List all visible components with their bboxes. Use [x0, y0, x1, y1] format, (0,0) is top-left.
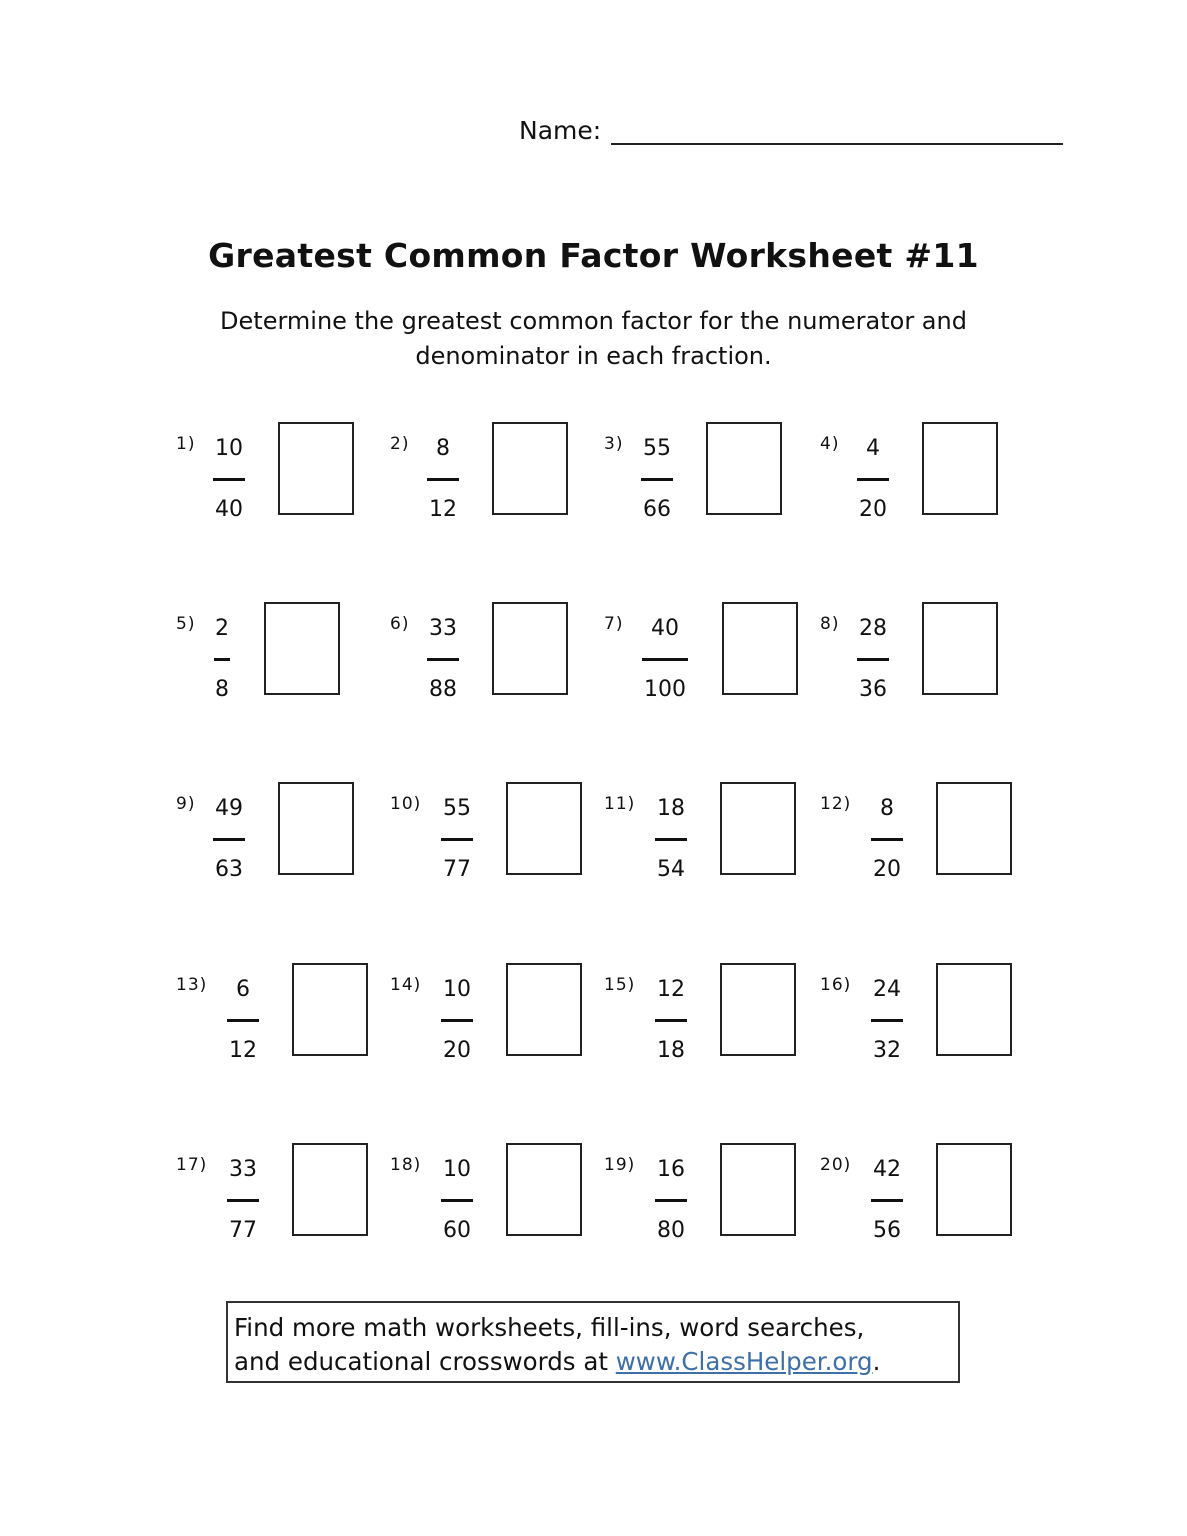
numerator: 2: [215, 616, 229, 641]
fraction: [870, 1155, 904, 1245]
numerator: 33: [429, 616, 457, 641]
denominator: 40: [215, 497, 243, 522]
fraction-bar: [871, 1199, 903, 1202]
problem-number: 2): [390, 434, 410, 454]
answer-box[interactable]: [278, 422, 354, 515]
denominator: 77: [443, 857, 471, 882]
denominator: 12: [429, 497, 457, 522]
fraction: [856, 434, 890, 524]
denominator: 80: [657, 1218, 685, 1243]
fraction: [440, 794, 474, 884]
fraction: [426, 434, 460, 524]
numerator: 49: [215, 796, 243, 821]
fraction-bar: [213, 838, 245, 841]
fraction: [426, 614, 460, 704]
denominator: 63: [215, 857, 243, 882]
numerator: 10: [215, 436, 243, 461]
denominator: 32: [873, 1038, 901, 1063]
fraction-bar: [441, 1199, 473, 1202]
answer-box[interactable]: [722, 602, 798, 695]
fraction-bar: [871, 1019, 903, 1022]
fraction: [212, 434, 246, 524]
footer-promo-box: [226, 1301, 960, 1383]
denominator: 88: [429, 677, 457, 702]
numerator: 10: [443, 1157, 471, 1182]
problem-number: 15): [604, 975, 636, 995]
fraction: [440, 1155, 474, 1245]
name-field: [519, 116, 1063, 145]
fraction-bar: [213, 478, 245, 481]
fraction-bar: [227, 1199, 259, 1202]
fraction: [856, 614, 890, 704]
name-label: Name:: [519, 116, 602, 145]
name-blank-line[interactable]: [611, 117, 1063, 145]
numerator: 33: [229, 1157, 257, 1182]
answer-box[interactable]: [706, 422, 782, 515]
footer-line-1: Find more math worksheets, fill-ins, word searches,: [234, 1313, 865, 1342]
denominator: 12: [229, 1038, 257, 1063]
answer-box[interactable]: [922, 602, 998, 695]
answer-box[interactable]: [720, 782, 796, 875]
fraction: [440, 975, 474, 1065]
fraction-bar: [441, 1019, 473, 1022]
problem-number: 11): [604, 794, 636, 814]
fraction-bar: [227, 1019, 259, 1022]
answer-box[interactable]: [278, 782, 354, 875]
answer-box[interactable]: [922, 422, 998, 515]
answer-box[interactable]: [936, 963, 1012, 1056]
denominator: 20: [873, 857, 901, 882]
numerator: 8: [436, 436, 450, 461]
fraction-bar: [655, 1019, 687, 1022]
answer-box[interactable]: [292, 963, 368, 1056]
numerator: 28: [859, 616, 887, 641]
denominator: 36: [859, 677, 887, 702]
problem-number: 18): [390, 1155, 422, 1175]
denominator: 20: [859, 497, 887, 522]
answer-box[interactable]: [506, 1143, 582, 1236]
fraction: [870, 794, 904, 884]
answer-box[interactable]: [506, 963, 582, 1056]
numerator: 6: [236, 977, 250, 1002]
denominator: 100: [644, 677, 686, 702]
footer-line-2-text: and educational crosswords at: [234, 1347, 616, 1376]
numerator: 42: [873, 1157, 901, 1182]
fraction: [226, 975, 260, 1065]
numerator: 55: [443, 796, 471, 821]
footer-period: .: [872, 1347, 881, 1376]
problem-number: 16): [820, 975, 852, 995]
fraction-bar: [655, 1199, 687, 1202]
fraction-bar: [427, 478, 459, 481]
fraction-bar: [642, 658, 688, 661]
numerator: 8: [880, 796, 894, 821]
denominator: 77: [229, 1218, 257, 1243]
numerator: 10: [443, 977, 471, 1002]
denominator: 56: [873, 1218, 901, 1243]
fraction-bar: [857, 478, 889, 481]
fraction: [640, 614, 690, 704]
numerator: 12: [657, 977, 685, 1002]
fraction: [212, 794, 246, 884]
fraction: [654, 794, 688, 884]
problem-number: 6): [390, 614, 410, 634]
fraction: [870, 975, 904, 1065]
denominator: 54: [657, 857, 685, 882]
answer-box[interactable]: [936, 782, 1012, 875]
denominator: 66: [643, 497, 671, 522]
problem-number: 8): [820, 614, 840, 634]
fraction-bar: [641, 478, 673, 481]
problem-number: 13): [176, 975, 208, 995]
fraction: [654, 1155, 688, 1245]
problem-number: 17): [176, 1155, 208, 1175]
denominator: 8: [215, 677, 229, 702]
answer-box[interactable]: [492, 422, 568, 515]
classhelper-link[interactable]: www.ClassHelper.org: [615, 1347, 873, 1376]
fraction: [226, 1155, 260, 1245]
problem-number: 19): [604, 1155, 636, 1175]
numerator: 40: [651, 616, 679, 641]
numerator: 4: [866, 436, 880, 461]
problem-number: 10): [390, 794, 422, 814]
numerator: 16: [657, 1157, 685, 1182]
fraction-bar: [214, 658, 230, 661]
problem-number: 5): [176, 614, 196, 634]
problem-number: 9): [176, 794, 196, 814]
fraction-bar: [441, 838, 473, 841]
answer-box[interactable]: [264, 602, 340, 695]
numerator: 24: [873, 977, 901, 1002]
numerator: 18: [657, 796, 685, 821]
answer-box[interactable]: [936, 1143, 1012, 1236]
worksheet-title: Greatest Common Factor Worksheet #11: [208, 236, 979, 275]
problem-number: 20): [820, 1155, 852, 1175]
problem-number: 14): [390, 975, 422, 995]
problem-number: 1): [176, 434, 196, 454]
denominator: 20: [443, 1038, 471, 1063]
problem-number: 12): [820, 794, 852, 814]
footer-line-2: [234, 1345, 952, 1379]
problem-number: 4): [820, 434, 840, 454]
problem-number: 3): [604, 434, 624, 454]
fraction-bar: [857, 658, 889, 661]
fraction-bar: [427, 658, 459, 661]
fraction-bar: [655, 838, 687, 841]
answer-box[interactable]: [292, 1143, 368, 1236]
numerator: 55: [643, 436, 671, 461]
instructions: Determine the greatest common factor for the numerator and denominator in each fraction.: [220, 307, 967, 370]
answer-box[interactable]: [506, 782, 582, 875]
denominator: 60: [443, 1218, 471, 1243]
fraction: [212, 614, 232, 704]
fraction: [654, 975, 688, 1065]
denominator: 18: [657, 1038, 685, 1063]
answer-box[interactable]: [492, 602, 568, 695]
fraction-bar: [871, 838, 903, 841]
problem-number: 7): [604, 614, 624, 634]
answer-box[interactable]: [720, 963, 796, 1056]
answer-box[interactable]: [720, 1143, 796, 1236]
fraction: [640, 434, 674, 524]
